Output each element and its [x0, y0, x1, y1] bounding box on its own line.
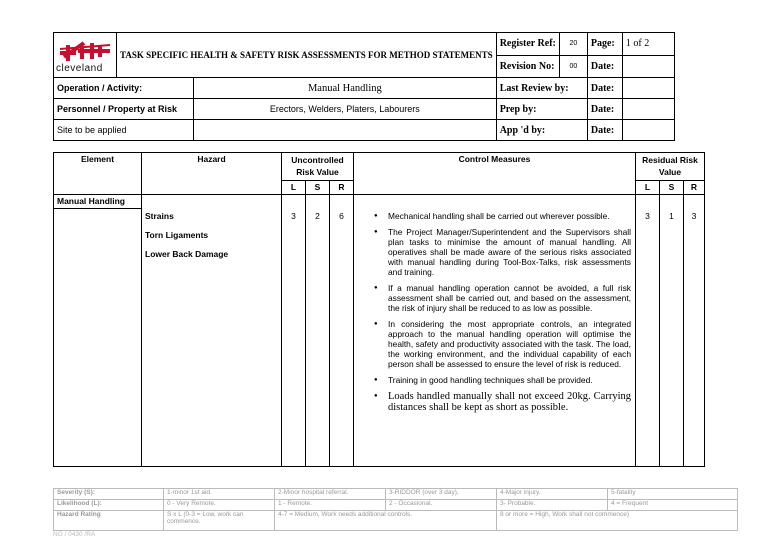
- residual-r-value: 3: [684, 195, 705, 467]
- personnel-value: Erectors, Welders, Platers, Labourers: [194, 99, 497, 120]
- date-label: Date:: [587, 55, 622, 78]
- date-value: [622, 99, 674, 120]
- likelihood-item: 4 = Frequent: [608, 500, 738, 511]
- uncontrolled-r-value: 6: [330, 195, 354, 467]
- risk-legend-table: [53, 488, 738, 531]
- list-item: ● The Project Manager/Superintendent and the Supervisors shall plan tasks to minimise the amount of manual handling. All operatives shall be made aware of the serious risks associated with manual handling during Tool-Box-Talks, risk assessments and training.: [388, 227, 631, 277]
- company-logo: [54, 33, 117, 78]
- page-label: Page:: [587, 33, 622, 56]
- list-item: ● If a manual handling operation cannot be avoided, a full risk assessment shall be carried out, and based on the assessment, the risk of injury shall be reduced to as low as possible.: [388, 283, 631, 313]
- hazard-list: [142, 195, 282, 467]
- revision-value: 00: [559, 55, 587, 78]
- uncontrolled-s-header: S: [306, 181, 330, 195]
- document-title: TASK SPECIFIC HEALTH & SAFETY RISK ASSESSMENTS FOR METHOD STATEMENTS: [117, 33, 497, 78]
- severity-item: 4-Major injury.: [497, 489, 608, 500]
- residual-s-header: S: [660, 181, 684, 195]
- last-review-label: Last Review by:: [496, 78, 587, 99]
- residual-s-value: 1: [660, 195, 684, 467]
- control-measures-cell: [354, 195, 636, 467]
- site-value: [194, 120, 497, 141]
- uncontrolled-l-header: L: [282, 181, 306, 195]
- operation-value: Manual Handling: [194, 78, 497, 99]
- col-element-header: Element: [54, 153, 142, 195]
- hazard-rating-label: Hazard Rating: [54, 511, 164, 531]
- list-item: ● Loads handled manually shall not exceed 20kg. Carrying distances shall be kept as short as possible.: [388, 391, 631, 413]
- col-hazard-header: Hazard: [142, 153, 282, 195]
- residual-r-header: R: [684, 181, 705, 195]
- control-measures-list: [374, 211, 631, 413]
- hazard-item: Lower Back Damage: [145, 249, 229, 259]
- table-row: [54, 195, 705, 467]
- severity-label: Severity (S):: [54, 489, 164, 500]
- col-residual-header: Residual Risk Value: [636, 153, 705, 181]
- operation-label: Operation / Activity:: [54, 78, 194, 99]
- rating-item: 4-7 = Medium, Work needs additional controls.: [275, 511, 497, 531]
- severity-item: 5-fatality: [608, 489, 738, 500]
- date-label: Date:: [587, 120, 622, 141]
- date-value: [622, 120, 674, 141]
- severity-item: 1-minor 1st aid.: [164, 489, 275, 500]
- approved-by-label: App 'd by:: [496, 120, 587, 141]
- severity-item: 2-Minor hospital referral.: [275, 489, 386, 500]
- list-item: ● Mechanical handling shall be carried out wherever possible.: [388, 211, 631, 221]
- document-reference: NG / 0430 /RA: [53, 531, 96, 538]
- rating-item: 8 or more = High, Work shall not commence): [497, 511, 738, 531]
- personnel-label: Personnel / Property at Risk: [54, 99, 194, 120]
- list-item: ● In considering the most appropriate controls, an integrated approach to the manual handling operation will optimise the health, safety and productivity associated with the task. The load, the working environment, and the individual capability of each person shall be assessed to ensure the level of risk is reduced.: [388, 319, 631, 369]
- element-name: Manual Handling: [54, 195, 141, 210]
- hazard-item: Torn Ligaments: [145, 230, 209, 240]
- uncontrolled-s-value: 2: [306, 195, 330, 467]
- hazard-item: Strains: [145, 211, 174, 221]
- residual-l-header: L: [636, 181, 660, 195]
- page-value: 1 of 2: [622, 33, 674, 56]
- likelihood-item: 1 - Remote.: [275, 500, 386, 511]
- residual-l-value: 3: [636, 195, 660, 467]
- register-ref-value: 20: [559, 33, 587, 56]
- likelihood-item: 3- Probable.: [497, 500, 608, 511]
- header-table: [53, 32, 675, 141]
- site-label: Site to be applied: [54, 120, 194, 141]
- likelihood-item: 0 - Very Remote.: [164, 500, 275, 511]
- likelihood-label: Likelihood (L):: [54, 500, 164, 511]
- uncontrolled-r-header: R: [330, 181, 354, 195]
- col-control-header: Control Measures: [354, 153, 636, 195]
- likelihood-item: 2 - Occasional.: [386, 500, 497, 511]
- date-label: Date:: [587, 78, 622, 99]
- element-cell: [54, 195, 142, 467]
- date-value: [622, 55, 674, 78]
- revision-label: Revision No:: [496, 55, 559, 78]
- date-label: Date:: [587, 99, 622, 120]
- date-value: [622, 78, 674, 99]
- uncontrolled-l-value: 3: [282, 195, 306, 467]
- prep-by-label: Prep by:: [496, 99, 587, 120]
- register-ref-label: Register Ref:: [496, 33, 559, 56]
- logo-wordmark: cleveland: [56, 63, 103, 74]
- risk-assessment-table: [53, 152, 705, 467]
- rating-item: S x L (0-3 = Low, work can commence.: [164, 511, 275, 531]
- col-uncontrolled-header: Uncontrolled Risk Value: [282, 153, 354, 181]
- list-item: ● Training in good handling techniques shall be provided.: [388, 375, 631, 385]
- severity-item: 3-RIDDOR (over 3 day),: [386, 489, 497, 500]
